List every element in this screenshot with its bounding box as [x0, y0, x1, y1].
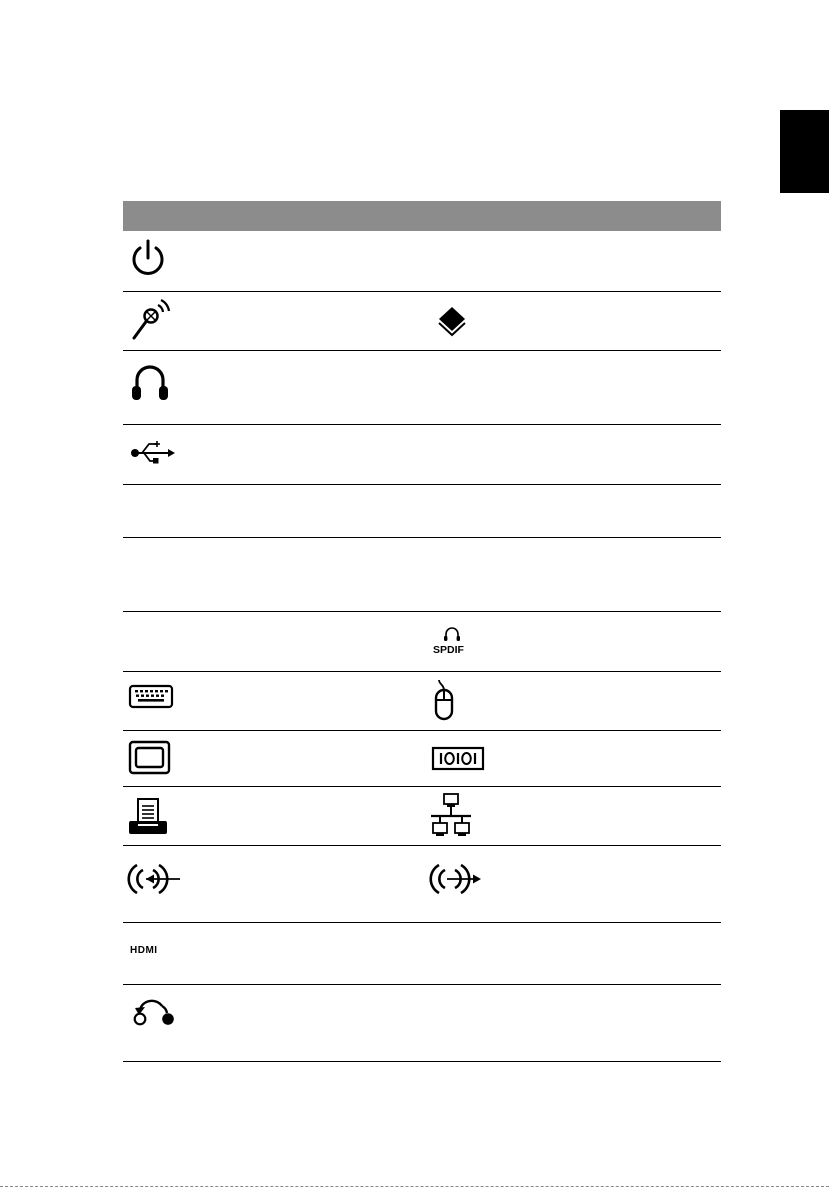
row-divider — [123, 730, 721, 731]
row-divider — [123, 424, 721, 425]
row-divider — [123, 291, 721, 292]
row-divider — [123, 786, 721, 787]
row-divider — [123, 537, 721, 538]
chapter-tab — [780, 110, 829, 193]
audio-line-out-icon — [427, 859, 483, 899]
usb-icon — [128, 438, 176, 466]
hdmi-icon — [129, 940, 177, 958]
audio-line-in-icon — [125, 859, 181, 899]
keyboard-icon — [128, 684, 174, 710]
row-divider — [123, 350, 721, 351]
spdif-label: SPDIF — [433, 644, 464, 656]
row-divider — [123, 611, 721, 612]
row-divider — [123, 922, 721, 923]
layers-icon — [436, 303, 468, 337]
power-icon — [128, 238, 168, 280]
row-divider — [123, 1061, 721, 1062]
row-divider — [123, 845, 721, 846]
spdif-headphone-icon — [432, 622, 472, 656]
monitor-icon — [128, 740, 172, 776]
serial-port-icon — [431, 746, 485, 772]
row-divider — [123, 671, 721, 672]
table-header-bar — [123, 201, 721, 231]
page-bottom-rule — [0, 1186, 829, 1187]
printer-icon — [127, 797, 171, 837]
network-icon — [428, 792, 474, 840]
row-divider — [123, 484, 721, 485]
headphones-icon — [130, 360, 170, 404]
mouse-icon — [433, 678, 457, 722]
row-divider — [123, 984, 721, 985]
hdmi-label: HDMI — [130, 945, 158, 956]
recovery-icon — [130, 994, 180, 1028]
microphone-icon — [130, 296, 174, 344]
